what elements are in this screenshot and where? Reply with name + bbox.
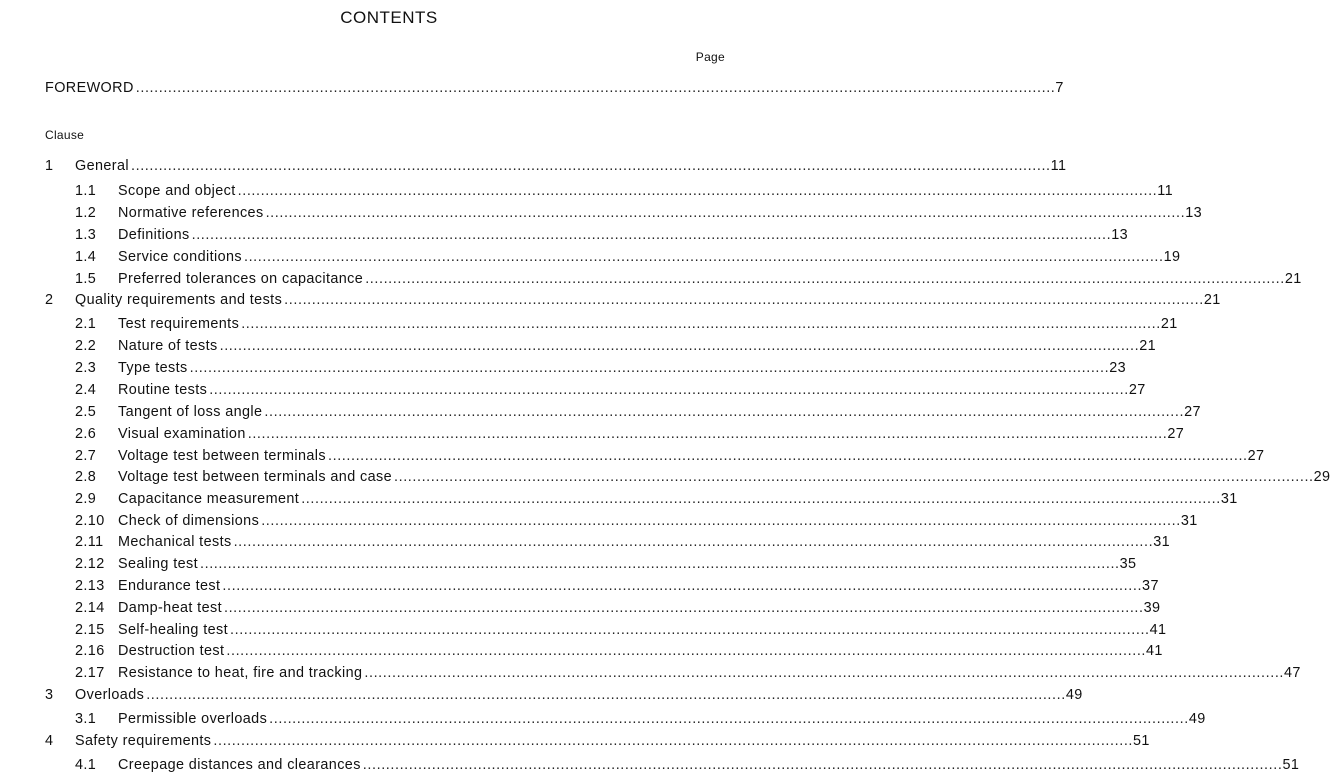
- toc-entry-text: Voltage test between terminals: [118, 448, 326, 464]
- toc-leader-dots: ........................................................................................................................................................................................................: [222, 578, 1143, 594]
- toc-leader-dots: ........................................................................................................................................................................................................: [247, 426, 1168, 442]
- toc-entry[interactable]: [0, 685, 1083, 705]
- toc-entry[interactable]: [0, 598, 1161, 618]
- toc-leader-dots: ........................................................................................................................................................................................................: [364, 665, 1285, 681]
- toc-entry-number: 2.16: [75, 643, 105, 659]
- toc-entry-text: Quality requirements and tests: [75, 292, 283, 308]
- toc-entry[interactable]: [0, 402, 1201, 422]
- toc-entry-number: 1.3: [75, 227, 97, 243]
- toc-page-number: 41: [1146, 643, 1163, 659]
- toc-page-number: 27: [1184, 404, 1201, 420]
- toc-page-number: 51: [1133, 733, 1150, 749]
- toc-entry-number: 2.13: [75, 578, 105, 594]
- toc-entry-number: 2.12: [75, 556, 105, 572]
- toc-entry-text: Self-healing test: [118, 622, 228, 638]
- toc-entry-number: 2.14: [75, 600, 105, 616]
- toc-leader-dots: ........................................................................................................................................................................................................: [226, 643, 1147, 659]
- toc-entry-text: Damp-heat test: [118, 600, 222, 616]
- toc-entry-number: 4: [45, 733, 54, 749]
- toc-entry-foreword[interactable]: [0, 78, 1064, 98]
- toc-entry[interactable]: [0, 620, 1167, 640]
- toc-entry[interactable]: [0, 446, 1265, 466]
- toc-entry[interactable]: [0, 641, 1163, 661]
- toc-entry-text: Capacitance measurement: [118, 491, 300, 507]
- toc-leader-dots: ........................................................................................................................................................................................................: [200, 556, 1120, 572]
- toc-entry-text: Mechanical tests: [118, 534, 232, 550]
- toc-leader-dots: ........................................................................................................................................................................................................: [223, 600, 1144, 616]
- toc-page-number: 49: [1065, 687, 1083, 703]
- toc-entry-text: Destruction test: [118, 643, 225, 659]
- toc-page-number: 49: [1188, 711, 1206, 727]
- toc-page-number: 21: [1284, 271, 1302, 287]
- toc-page-number: 31: [1220, 491, 1238, 507]
- toc-leader-dots: ........................................................................................................................................................................................................: [301, 491, 1221, 507]
- toc-entry-number: 2.3: [75, 360, 97, 376]
- toc-entry-number: 2.11: [75, 534, 104, 550]
- toc-page-number: 29: [1313, 469, 1330, 485]
- clause-label: Clause: [45, 128, 85, 142]
- toc-entry[interactable]: [0, 532, 1171, 552]
- toc-page-number: 41: [1149, 622, 1167, 638]
- toc-page-number: 31: [1153, 534, 1171, 550]
- toc-entry-text: Definitions: [118, 227, 190, 243]
- toc-entry-text: Scope and object: [118, 183, 236, 199]
- toc-page-number: 35: [1119, 556, 1137, 572]
- toc-leader-dots: ........................................................................................................................................................................................................: [241, 316, 1161, 332]
- toc-leader-dots: ........................................................................................................................................................................................................: [230, 622, 1150, 638]
- toc-leader-dots: ........................................................................................................................................................................................................: [265, 205, 1186, 221]
- toc-page-number: 11: [1157, 183, 1174, 199]
- toc-page-number: 27: [1247, 448, 1265, 464]
- toc-entry-number: 2.9: [75, 491, 97, 507]
- toc-page-number: 37: [1142, 578, 1159, 594]
- toc-entry[interactable]: [0, 709, 1206, 729]
- toc-page-number: 13: [1185, 205, 1203, 221]
- toc-entry-text: Routine tests: [118, 382, 208, 398]
- toc-entry-number: 1.1: [75, 183, 97, 199]
- toc-entry-number: 1: [45, 158, 54, 174]
- toc-entry-text: Overloads: [75, 687, 145, 703]
- toc-page-number: 39: [1143, 600, 1161, 616]
- toc-entry-text: Normative references: [118, 205, 264, 221]
- toc-entry-text: Visual examination: [118, 426, 246, 442]
- toc-page-number: 27: [1128, 382, 1146, 398]
- toc-page-number: 21: [1203, 292, 1221, 308]
- toc-leader-dots: ........................................................................................................................................................................................................: [284, 292, 1204, 308]
- toc-entry[interactable]: [0, 731, 1150, 751]
- toc-entry[interactable]: [0, 424, 1185, 444]
- toc-page-number: 23: [1109, 360, 1127, 376]
- toc-entry-number: 3.1: [75, 711, 97, 727]
- toc-entry-number: 2.2: [75, 338, 97, 354]
- toc-leader-dots: ........................................................................................................................................................................................................: [219, 338, 1140, 354]
- toc-page-number: 11: [1050, 158, 1067, 174]
- toc-leader-dots: ........................................................................................................................................................................................................: [237, 183, 1158, 199]
- toc-page-number: 19: [1163, 249, 1181, 265]
- toc-entry-number: 1.2: [75, 205, 97, 221]
- toc-leader-dots: ........................................................................................................................................................................................................: [191, 227, 1112, 243]
- toc-leader-dots: ........................................................................................................................................................................................................: [261, 513, 1181, 529]
- toc-page-number: 31: [1180, 513, 1198, 529]
- toc-page-number: 51: [1282, 757, 1300, 773]
- toc-entry-text: Endurance test: [118, 578, 221, 594]
- toc-leader-dots: ........................................................................................................................................................................................................: [394, 469, 1314, 485]
- toc-entry-number: 2.15: [75, 622, 105, 638]
- toc-page-number: 47: [1284, 665, 1301, 681]
- toc-entry-text: Check of dimensions: [118, 513, 260, 529]
- toc-entry-number: 2.10: [75, 513, 105, 529]
- toc-entry-text: FOREWORD: [45, 80, 134, 96]
- toc-leader-dots: ........................................................................................................................................................................................................: [131, 158, 1051, 174]
- toc-entry-text: Preferred tolerances on capacitance: [118, 271, 364, 287]
- toc-leader-dots: ........................................................................................................................................................................................................: [328, 448, 1248, 464]
- document-title: CONTENTS: [340, 8, 438, 27]
- toc-entry[interactable]: [0, 489, 1238, 509]
- toc-entry[interactable]: [0, 203, 1203, 223]
- page-column-label: Page: [695, 50, 725, 64]
- toc-leader-dots: ........................................................................................................................................................................................................: [269, 711, 1189, 727]
- toc-entry-number: 3: [45, 687, 54, 703]
- toc-entry[interactable]: [0, 576, 1159, 596]
- toc-entry-number: 2.5: [75, 404, 97, 420]
- toc-leader-dots: ........................................................................................................................................................................................................: [362, 757, 1283, 773]
- toc-entry[interactable]: [0, 336, 1157, 356]
- toc-entry-text: Resistance to heat, fire and tracking: [118, 665, 363, 681]
- toc-entry[interactable]: [0, 358, 1127, 378]
- toc-leader-dots: ........................................................................................................................................................................................................: [264, 404, 1185, 420]
- toc-entry[interactable]: [0, 663, 1301, 683]
- toc-entry-text: Safety requirements: [75, 733, 212, 749]
- toc-leader-dots: ........................................................................................................................................................................................................: [146, 687, 1066, 703]
- toc-entry-number: 2.6: [75, 426, 97, 442]
- toc-entry-text: Nature of tests: [118, 338, 218, 354]
- toc-entry-text: Type tests: [118, 360, 188, 376]
- toc-leader-dots: ........................................................................................................................................................................................................: [213, 733, 1134, 749]
- toc-page-number: 7: [1055, 80, 1064, 96]
- toc-leader-dots: ........................................................................................................................................................................................................: [189, 360, 1110, 376]
- toc-entry-text: Sealing test: [118, 556, 198, 572]
- toc-entry[interactable]: [0, 181, 1174, 201]
- toc-entry-number: 1.5: [75, 271, 97, 287]
- toc-entry[interactable]: [0, 554, 1137, 574]
- toc-entry-text: Service conditions: [118, 249, 242, 265]
- toc-entry-number: 2.17: [75, 665, 105, 681]
- toc-page-number: 13: [1111, 227, 1129, 243]
- toc-entry-number: 4.1: [75, 757, 97, 773]
- toc-entry[interactable]: [0, 380, 1146, 400]
- toc-entry-text: General: [75, 158, 129, 174]
- toc-leader-dots: ........................................................................................................................................................................................................: [365, 271, 1285, 287]
- toc-entry[interactable]: [0, 467, 1330, 487]
- toc-entry-number: 1.4: [75, 249, 97, 265]
- toc-entry[interactable]: [0, 755, 1300, 775]
- toc-page-number: 21: [1160, 316, 1178, 332]
- toc-entry[interactable]: [0, 247, 1181, 267]
- toc-entry[interactable]: [0, 290, 1221, 310]
- toc-entry-number: 2.7: [75, 448, 97, 464]
- toc-entry-text: Creepage distances and clearances: [118, 757, 361, 773]
- toc-entry-text: Test requirements: [118, 316, 240, 332]
- toc-entry-number: 2.4: [75, 382, 97, 398]
- toc-entry[interactable]: [0, 314, 1178, 334]
- toc-entry-number: 2.1: [75, 316, 97, 332]
- toc-leader-dots: ........................................................................................................................................................................................................: [243, 249, 1164, 265]
- toc-entry[interactable]: [0, 511, 1198, 531]
- toc-leader-dots: ........................................................................................................................................................................................................: [135, 80, 1056, 96]
- toc-entry-number: 2.8: [75, 469, 97, 485]
- toc-leader-dots: ........................................................................................................................................................................................................: [209, 382, 1129, 398]
- toc-entry-text: Tangent of loss angle: [118, 404, 263, 420]
- toc-entry-text: Voltage test between terminals and case: [118, 469, 392, 485]
- toc-entry[interactable]: [0, 269, 1302, 289]
- toc-page-number: 27: [1167, 426, 1185, 442]
- toc-entry[interactable]: [0, 225, 1129, 245]
- toc-entry-text: Permissible overloads: [118, 711, 268, 727]
- toc-leader-dots: ........................................................................................................................................................................................................: [233, 534, 1154, 550]
- toc-entry-number: 2: [45, 292, 54, 308]
- toc-page-number: 21: [1139, 338, 1157, 354]
- toc-entry[interactable]: [0, 156, 1067, 176]
